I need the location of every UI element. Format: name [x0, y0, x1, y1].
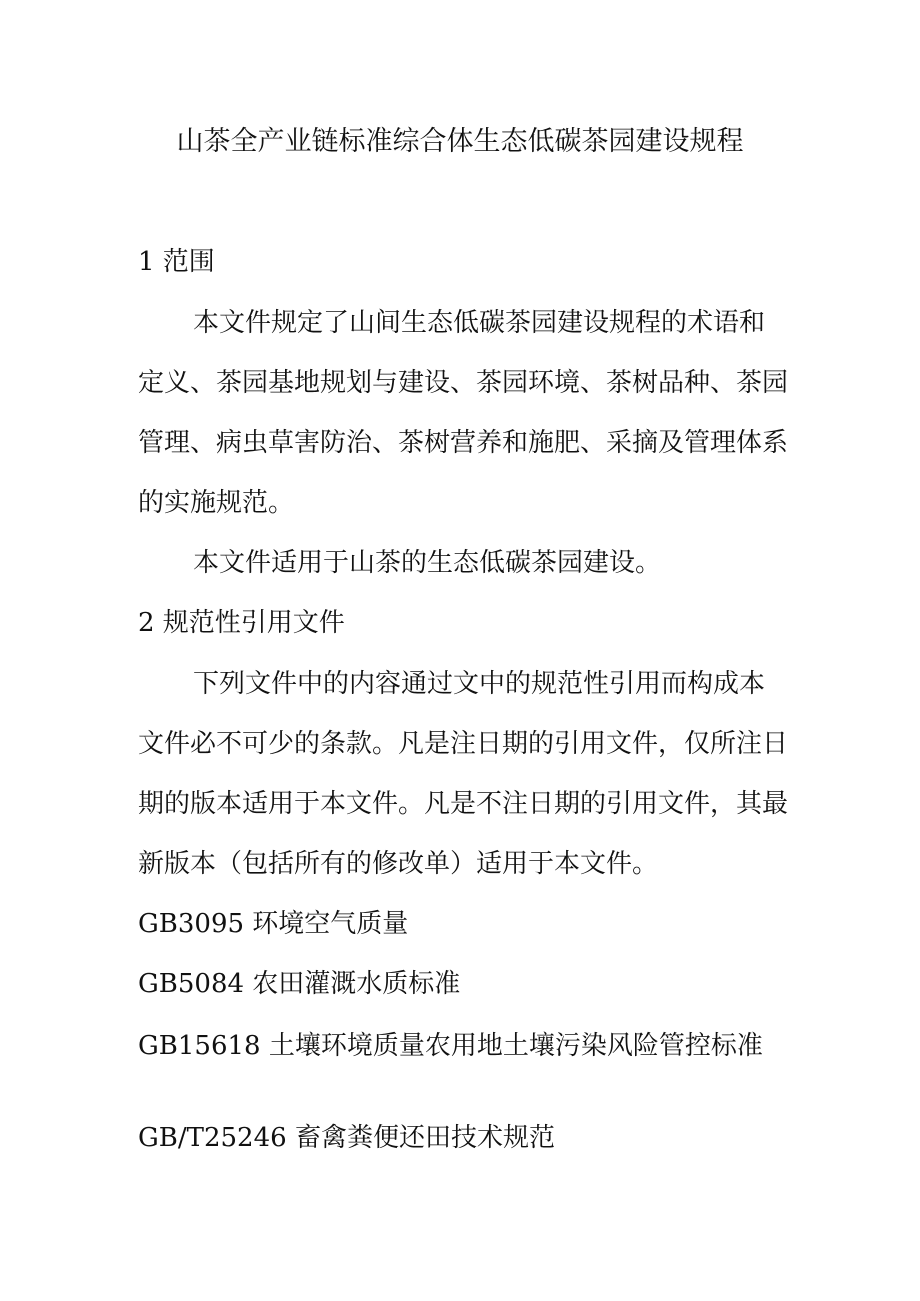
section-2-paragraph-line: 下列文件中的内容通过文中的规范性引用而构成本	[193, 669, 766, 699]
reference-item: GB/T25246 畜禽粪便还田技术规范	[138, 1123, 555, 1153]
section-1-applicability: 本文件适用于山茶的生态低碳茶园建设。	[193, 548, 662, 578]
section-1-paragraph-line: 定义、茶园基地规划与建设、茶园环境、茶树品种、茶园	[138, 368, 789, 398]
section-1-heading: 1 范围	[138, 247, 215, 277]
section-1-paragraph-line: 的实施规范。	[138, 488, 295, 518]
section-2-paragraph-line: 新版本（包括所有的修改单）适用于本文件。	[138, 849, 659, 879]
section-2-paragraph-line: 文件必不可少的条款。凡是注日期的引用文件，仅所注日	[138, 729, 789, 759]
reference-item: GB3095 环境空气质量	[138, 909, 409, 939]
section-2-paragraph-line: 期的版本适用于本文件。凡是不注日期的引用文件，其最	[138, 789, 789, 819]
document-title: 山茶全产业链标准综合体生态低碳茶园建设规程	[176, 126, 744, 157]
reference-item: GB15618 土壤环境质量农用地土壤污染风险管控标准	[138, 1031, 763, 1061]
section-1-paragraph-line: 本文件规定了山间生态低碳茶园建设规程的术语和	[193, 308, 766, 338]
section-2-heading: 2 规范性引用文件	[138, 608, 345, 638]
reference-item: GB5084 农田灌溉水质标准	[138, 969, 461, 999]
section-1-paragraph-line: 管理、病虫草害防治、茶树营养和施肥、采摘及管理体系	[138, 428, 789, 458]
